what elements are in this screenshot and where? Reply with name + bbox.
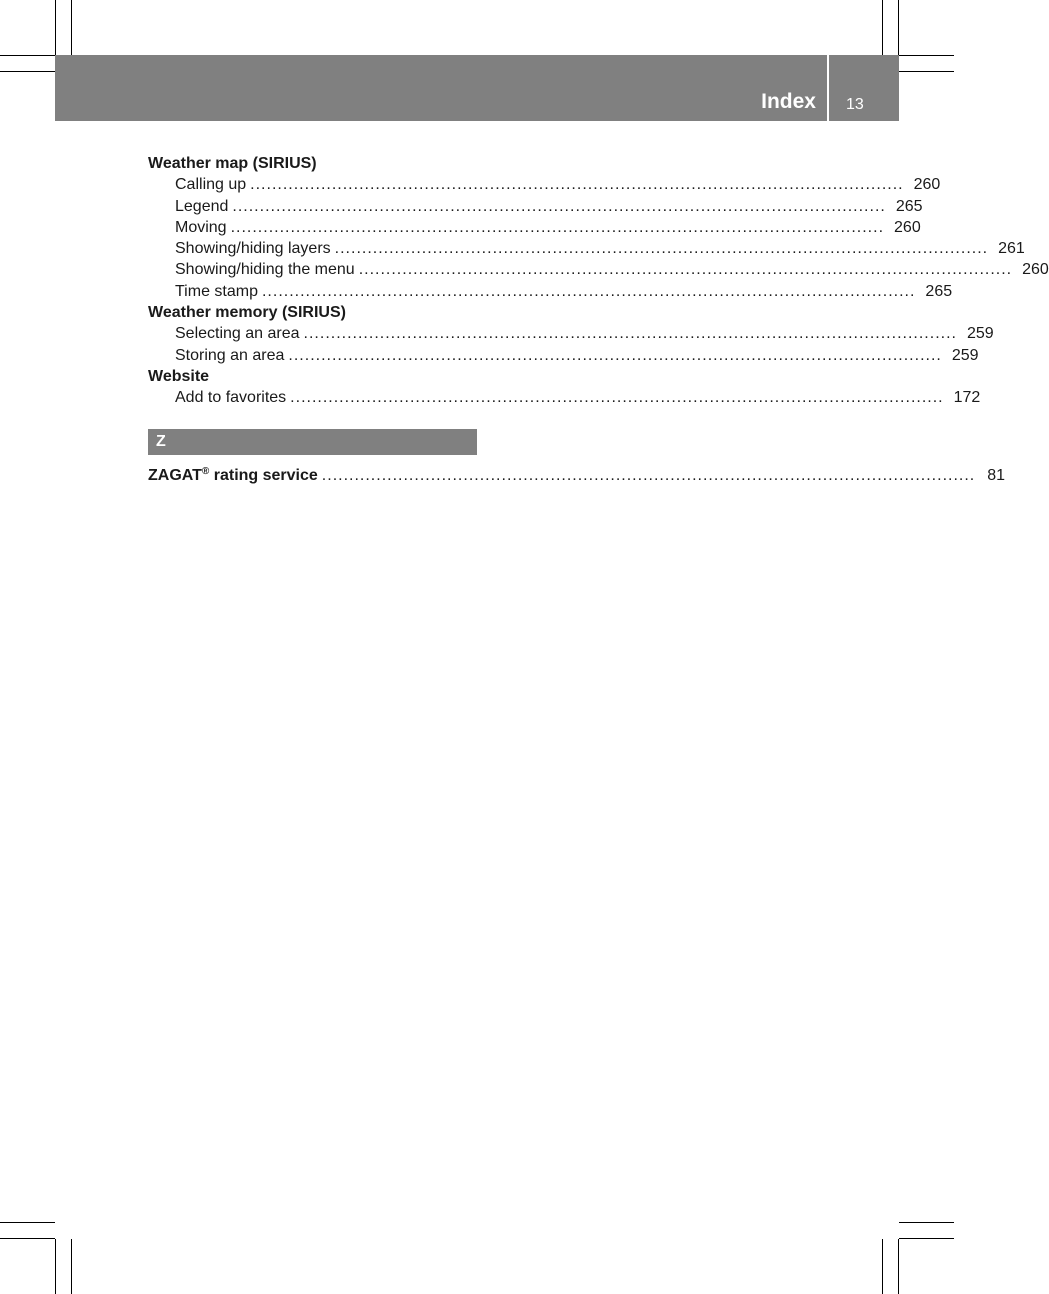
crop-mark: [0, 55, 55, 56]
crop-mark: [71, 0, 72, 55]
subentry-page: 265: [925, 282, 953, 300]
crop-mark: [899, 1238, 954, 1239]
crop-mark: [55, 1239, 56, 1294]
index-term: Weather map (SIRIUS): [148, 155, 317, 172]
entry-page: 81: [987, 466, 1006, 484]
subentry-label: Showing/hiding layers: [175, 240, 331, 258]
subentry-label: Legend: [175, 197, 229, 215]
entry-label: [148, 465, 318, 486]
leader-dots: ........................................................................................................................: [290, 389, 944, 407]
subentry-label: Calling up: [175, 176, 247, 194]
subentry-label: Showing/hiding the menu: [175, 261, 355, 279]
leader-dots: ........................................................................................................................: [358, 261, 1013, 279]
crop-mark: [898, 1239, 899, 1294]
crop-mark: [55, 0, 56, 55]
index-subentry[interactable]: [148, 323, 994, 344]
header-divider: [827, 55, 829, 121]
crop-mark: [898, 0, 899, 55]
index-entry-zagat[interactable]: [148, 465, 1006, 486]
leader-dots: ........................................................................................................................: [261, 282, 916, 300]
crop-mark: [882, 1239, 883, 1294]
subentry-label: Moving: [175, 218, 227, 236]
subentry-page: 261: [998, 240, 1025, 258]
index-subentry[interactable]: [148, 387, 981, 408]
leader-dots: ........................................................................................................................: [334, 240, 989, 258]
subentry-page: 260: [894, 218, 921, 236]
crop-mark: [899, 55, 954, 56]
index-term: Website: [148, 367, 210, 385]
subentry-label: Add to favorites: [175, 389, 287, 407]
leader-dots: ........................................................................................................................: [250, 176, 904, 194]
crop-mark: [882, 0, 883, 55]
crop-mark: [0, 1238, 55, 1239]
crop-mark: [0, 71, 55, 72]
leader-dots: ........................................................................................................................: [288, 346, 942, 364]
crop-mark: [899, 71, 954, 72]
subentry-page: 172: [953, 389, 981, 407]
subentry-page: 260: [1022, 261, 1049, 279]
crop-mark: [0, 1222, 55, 1223]
index-subentry[interactable]: [148, 217, 921, 238]
crop-mark: [899, 1222, 954, 1223]
subentry-page: 260: [913, 176, 941, 194]
leader-dots: ........................................................................................................................: [230, 218, 885, 236]
leader-dots: ........................................................................................................................: [232, 197, 886, 215]
subentry-page: 265: [895, 197, 923, 215]
leader-dots: ........................................................................................................................: [303, 325, 957, 343]
subentry-page: 259: [966, 325, 994, 343]
subentry-label: Storing an area: [175, 346, 285, 364]
index-subentry[interactable]: [148, 238, 1025, 259]
index-subentry[interactable]: [148, 281, 953, 302]
entry-label-rest: rating service: [209, 466, 318, 484]
index-term: Weather memory (SIRIUS): [148, 304, 346, 322]
crop-mark: [71, 1239, 72, 1294]
index-subentry[interactable]: [148, 196, 923, 217]
index-subentry[interactable]: [148, 345, 979, 366]
subentry-page: 259: [951, 346, 979, 364]
letter-heading-z: Z: [148, 429, 477, 455]
index-subentry[interactable]: [148, 174, 941, 195]
index-column: [148, 153, 1049, 486]
page-number: 13: [846, 96, 864, 113]
page-title: Index: [761, 90, 816, 113]
registered-mark: ®: [201, 465, 210, 477]
entry-label-main: ZAGAT: [148, 466, 202, 484]
subentry-label: Time stamp: [175, 282, 258, 300]
index-subentry[interactable]: [148, 259, 1049, 280]
subentry-label: Selecting an area: [175, 325, 300, 343]
leader-dots: ........................................................................................................................: [321, 466, 976, 484]
